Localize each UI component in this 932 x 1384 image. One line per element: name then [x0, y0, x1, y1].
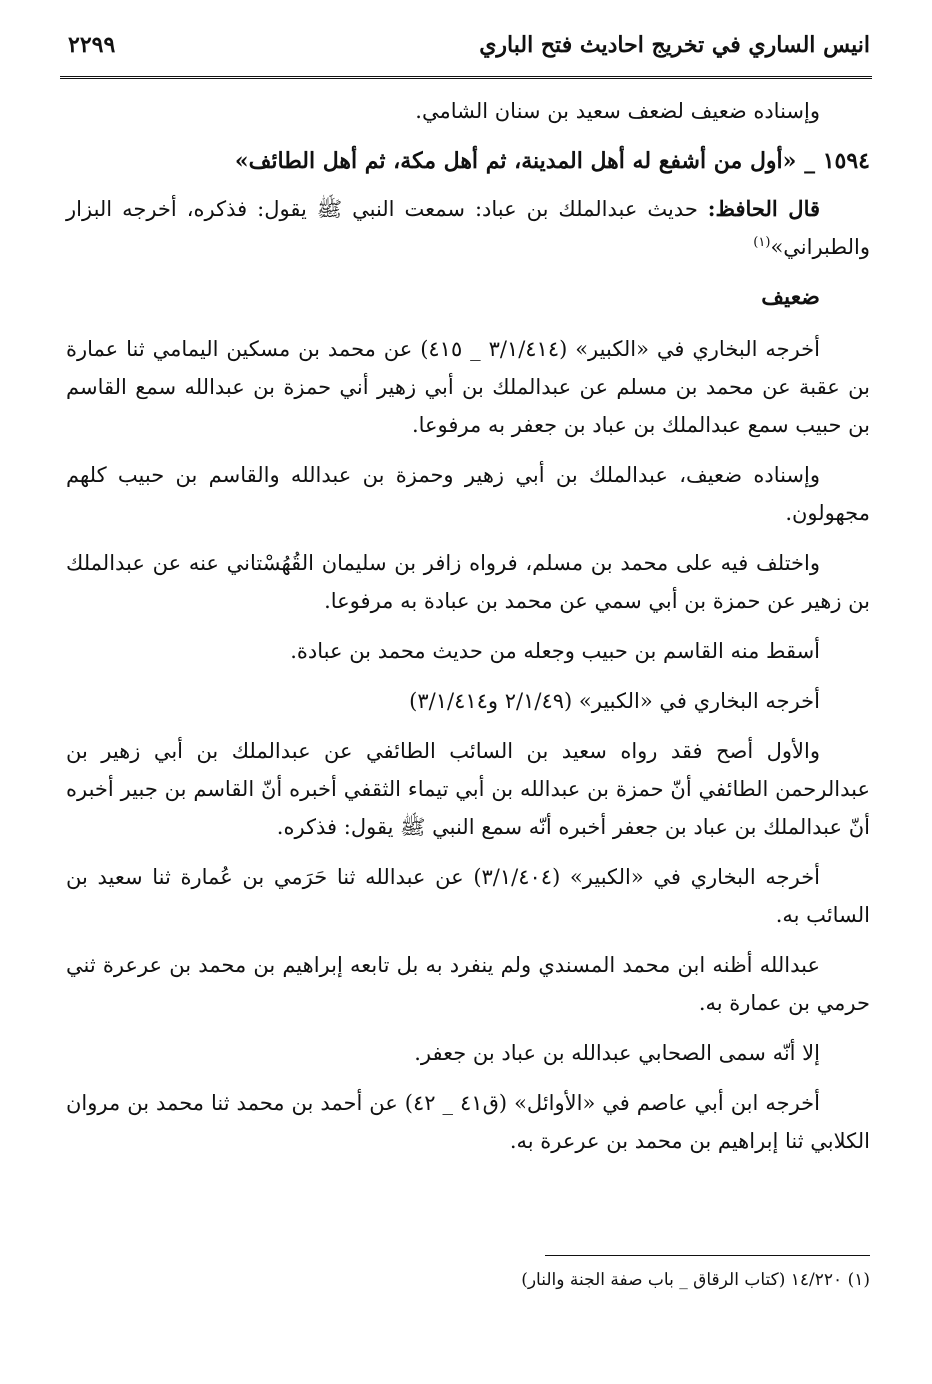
paragraph-4: واختلف فيه على محمد بن مسلم، فرواه زافر بن سليمان القُهُسْتاني عنه عن عبدالملك بن زهير عن حمزة بن أبي سمي عن محمد بن عبادة به مرفوعا.	[66, 551, 870, 613]
footnote: (١) ١٤/٢٢٠ (كتاب الرقاق _ باب صفة الجنة والنار)	[521, 1270, 870, 1290]
paragraph-2: أخرجه البخاري في «الكبير» (٣/١/٤١٤ _ ٤١٥) عن محمد بن مسكين اليمامي ثنا عمارة بن عقبة عن محمد بن مسلم عن عبدالملك بن أبي زهير أني حمزة بن عبدالله سمع القاسم بن حبيب سمع عبدالملك بن عباد بن جعفر به مرفوعا.	[66, 337, 870, 437]
hafiz-label: قال الحافظ:	[707, 196, 821, 221]
paragraph-1: وإسناده ضعيف لضعف سعيد بن سنان الشامي.	[415, 99, 820, 123]
page-header	[60, 30, 870, 70]
paragraph-5: أسقط منه القاسم بن حبيب وجعله من حديث محمد بن عبادة.	[290, 639, 820, 663]
page-number: ٢٢٩٩	[68, 32, 116, 58]
paragraph-10: إلا أنّه سمى الصحابي عبدالله بن عباد بن جعفر.	[414, 1041, 820, 1065]
paragraph-11: أخرجه ابن أبي عاصم في «الأوائل» (ق٤١ _ ٤٢) عن أحمد بن محمد ثنا محمد بن مروان الكلابي ثنا إبراهيم بن محمد بن عرعرة به.	[66, 1091, 870, 1153]
header-rule	[60, 76, 872, 79]
paragraph-9: عبدالله أظنه ابن محمد المسندي ولم ينفرد به بل تابعه إبراهيم بن محمد بن عرعرة ثني حرمي بن عمارة به.	[66, 953, 870, 1015]
footnote-rule	[545, 1255, 870, 1256]
verdict-heading: ضعيف	[761, 284, 820, 310]
footnote-reference[interactable]: (١)	[753, 235, 771, 250]
hadith-heading: ١٥٩٤ _ «أول من أشفع له أهل المدينة، ثم أهل مكة، ثم أهل الطائف»	[234, 148, 870, 174]
paragraph-3: وإسناده ضعيف، عبدالملك بن أبي زهير وحمزة بن عبدالله والقاسم بن حبيب كلهم مجهولون.	[66, 463, 870, 525]
paragraph-8: أخرجه البخاري في «الكبير» (٣/١/٤٠٤) عن عبدالله ثنا حَرَمي بن عُمارة ثنا سعيد بن السائب به.	[66, 865, 870, 927]
running-title: انيس الساري في تخريج احاديث فتح الباري	[479, 32, 870, 58]
main-text	[66, 92, 870, 1172]
hafiz-quote	[66, 190, 870, 266]
paragraph-7: والأول أصح فقد رواه سعيد بن السائب الطائفي عن عبدالملك بن أبي زهير بن عبدالرحمن الطائفي أنّ حمزة بن عبدالله بن أبي تيماء الثقفي أخبره أنّ القاسم بن جبير أخبره أنّ عبدالملك بن عباد بن جعفر أخبره أنّه سمع النبي ﷺ يقول: فذكره.	[66, 739, 870, 839]
hafiz-text: حديث عبدالملك بن عباد: سمعت النبي ﷺ يقول: فذكره، أخرجه البزار والطبراني»	[66, 197, 870, 259]
paragraph-6: أخرجه البخاري في «الكبير» (٢/١/٤٩ و٣/١/٤١٤)	[409, 689, 820, 713]
